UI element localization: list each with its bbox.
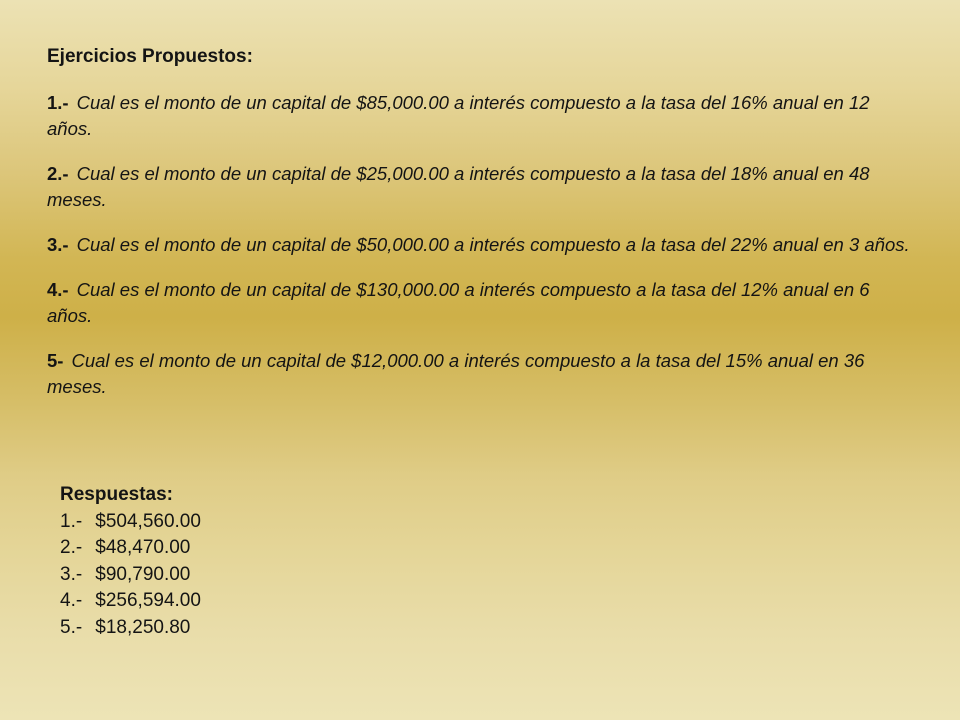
answer-number: 3.-: [60, 563, 83, 585]
answer-value: $18,250.80: [95, 616, 191, 638]
answer-item: [60, 509, 201, 536]
exercise-text: Cual es el monto de un capital de $12,000.00 a interés compuesto a la tasa del 15% anual en 36 meses.: [47, 350, 865, 397]
exercise-item: [47, 161, 917, 213]
exercise-number: 3.-: [47, 234, 69, 255]
exercise-number: 2.-: [47, 163, 69, 184]
exercise-text: Cual es el monto de un capital de $25,000.00 a interés compuesto a la tasa del 18% anual en 48 meses.: [47, 163, 870, 210]
answer-value: $256,594.00: [95, 590, 201, 611]
answers-title: Respuestas:: [60, 484, 173, 505]
exercises-heading: Ejercicios Propuestos:: [47, 46, 253, 67]
answer-number: 5.-: [60, 616, 83, 638]
exercise-item: [47, 277, 917, 329]
exercise-text: Cual es el monto de un capital de $130,000.00 a interés compuesto a la tasa del 12% anual en 6 años.: [47, 279, 870, 326]
answer-value: $90,790.00: [95, 563, 191, 585]
answer-item: [60, 588, 201, 615]
exercise-number: 4.-: [47, 279, 69, 300]
exercise-number: 1.-: [47, 92, 69, 113]
answer-item: [60, 615, 201, 642]
answer-value: $504,560.00: [95, 510, 201, 532]
answer-number: 2.-: [60, 537, 83, 558]
exercise-item: [47, 348, 917, 400]
answer-item: [60, 562, 201, 589]
answer-list: [60, 509, 201, 642]
answer-value: $48,470.00: [95, 537, 191, 558]
answers-block: [60, 482, 201, 641]
answer-item: [60, 535, 201, 562]
exercise-text: Cual es el monto de un capital de $85,000.00 a interés compuesto a la tasa del 16% anual en 12 años.: [47, 92, 870, 139]
exercise-list: [47, 90, 917, 419]
exercise-item: [47, 232, 917, 258]
answer-number: 4.-: [60, 590, 83, 611]
answer-number: 1.-: [60, 510, 83, 532]
exercise-text: Cual es el monto de un capital de $50,000.00 a interés compuesto a la tasa del 22% anual en 3 años.: [76, 234, 910, 255]
exercise-number: 5-: [47, 350, 64, 371]
exercise-item: [47, 90, 917, 142]
